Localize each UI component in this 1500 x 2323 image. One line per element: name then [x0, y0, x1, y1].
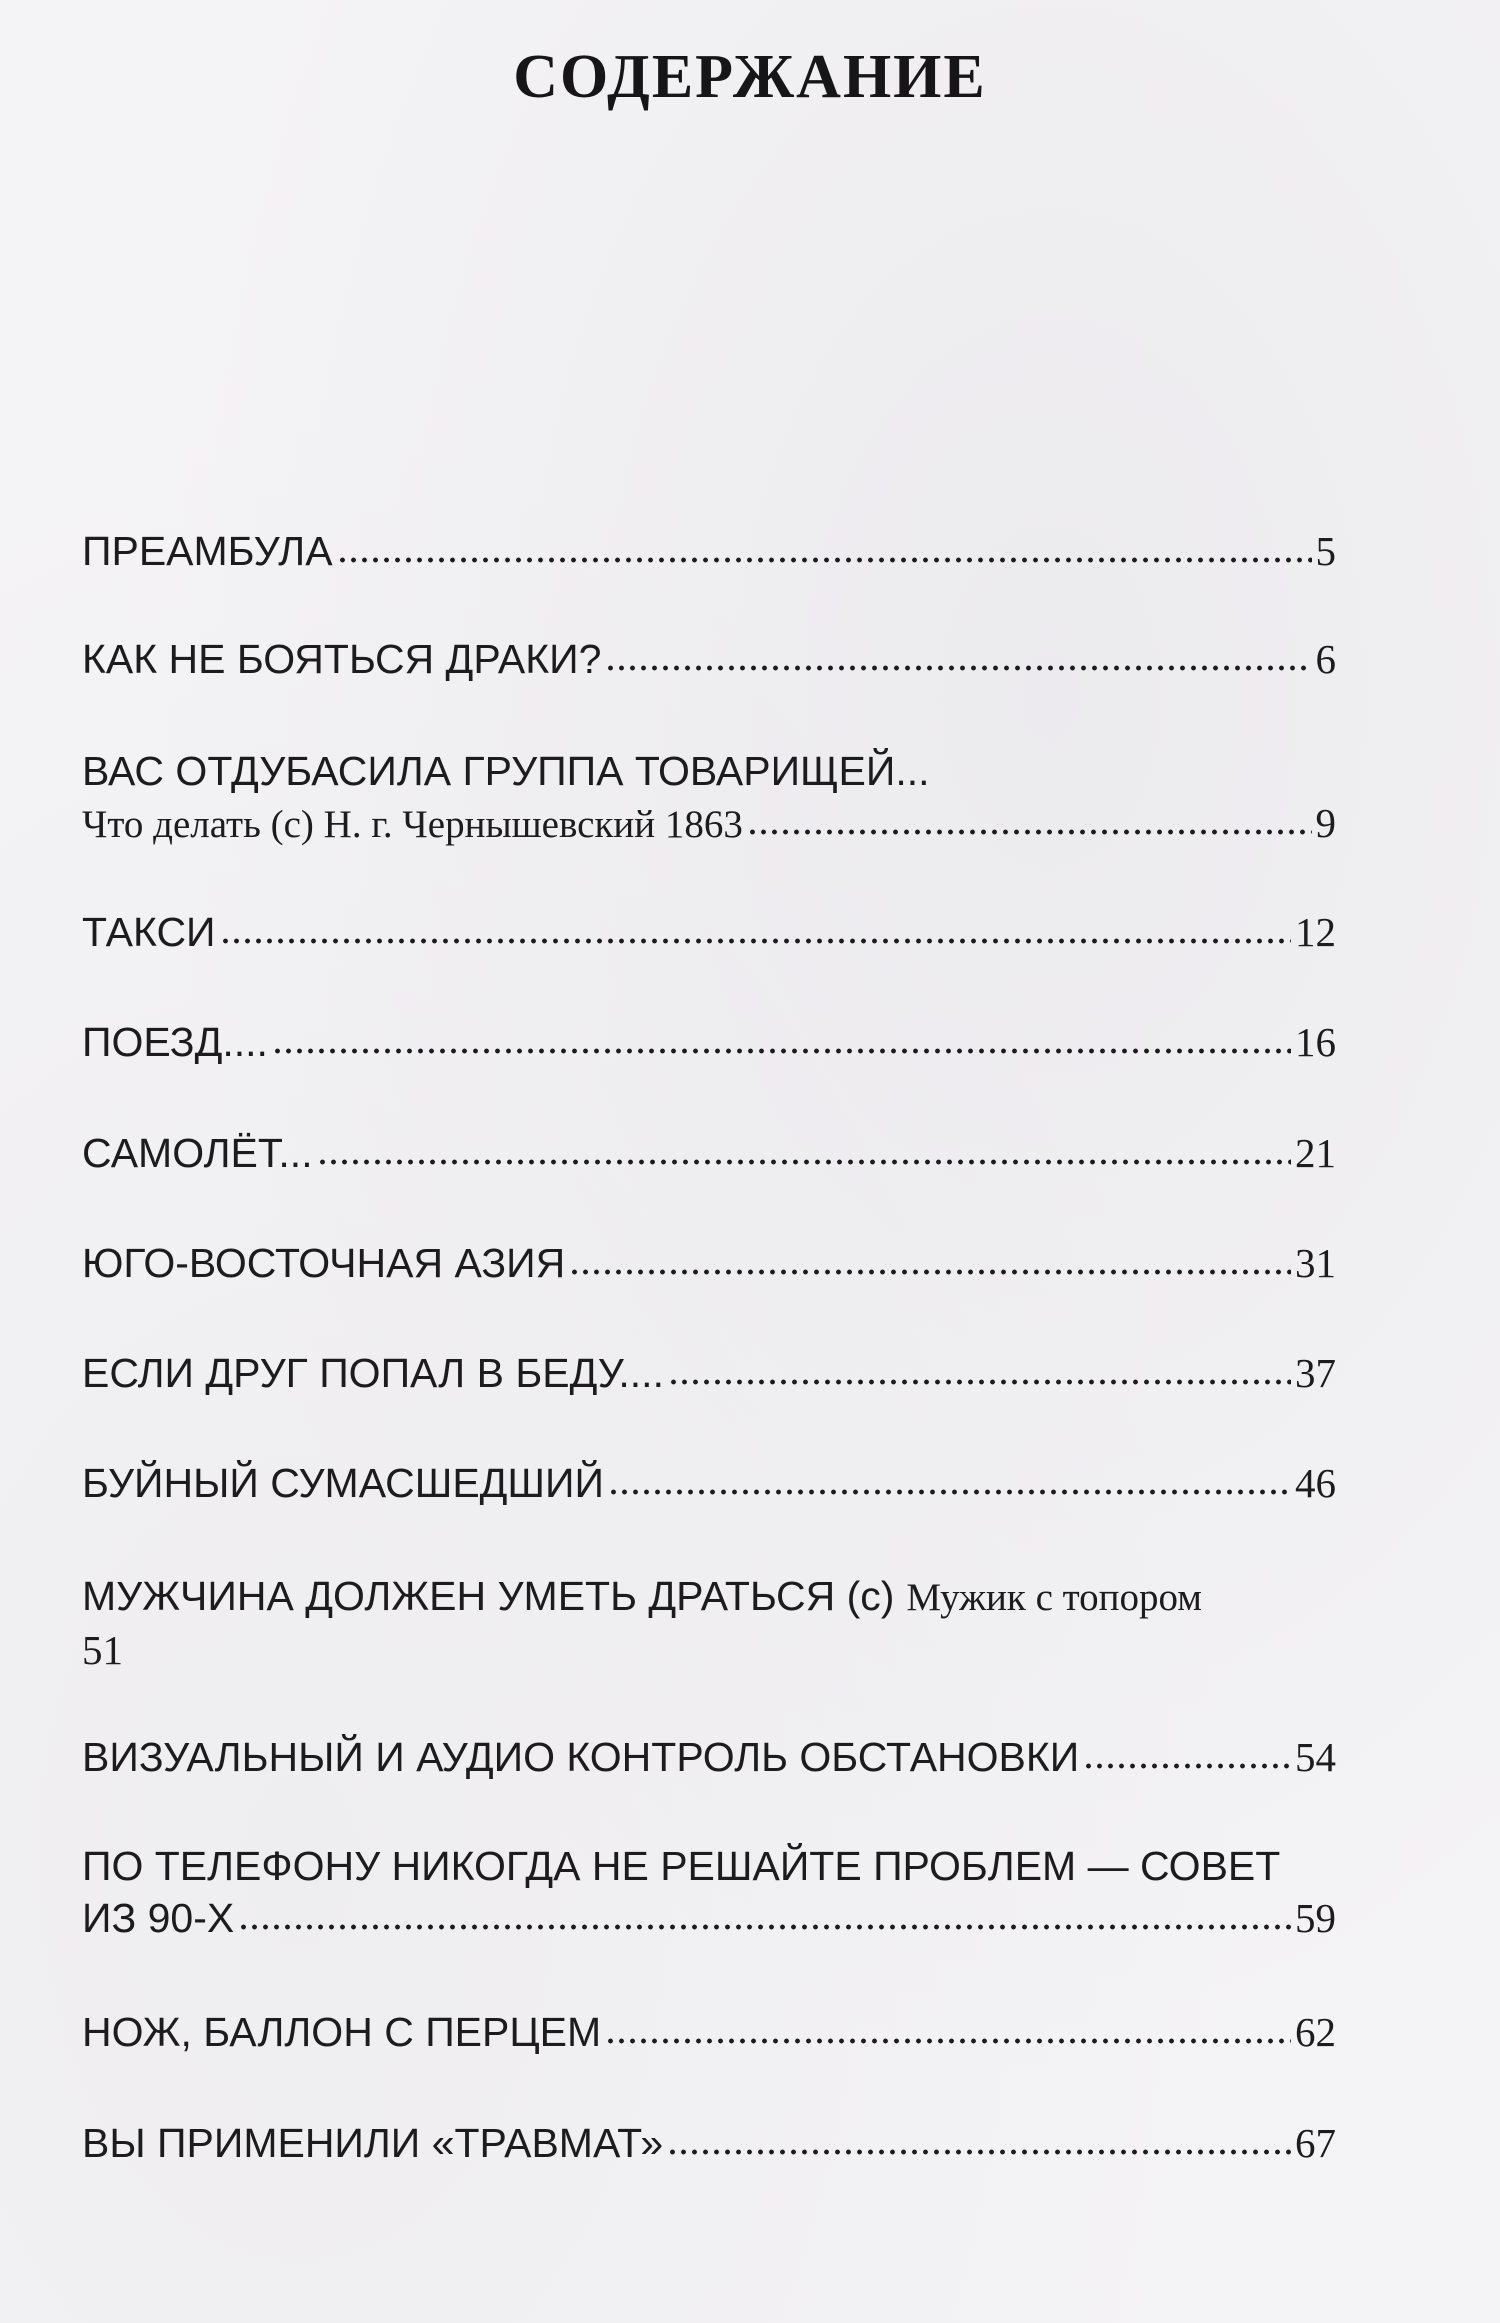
dot-leader: [747, 827, 1312, 837]
page-title: СОДЕРЖАНИЕ: [513, 43, 987, 111]
toc-page-number: 31: [1295, 1240, 1336, 1286]
toc-page-number: 67: [1295, 2120, 1336, 2166]
toc-entry-title: ПОЕЗД....: [82, 1019, 268, 1065]
toc-entry-title: БУЙНЫЙ СУМАСШЕДШИЙ: [82, 1460, 604, 1506]
toc-entry-title: ТАКСИ: [82, 909, 216, 955]
toc-entry-train[interactable]: [82, 1016, 1342, 1068]
toc-entry-title: ЮГО-ВОСТОЧНАЯ АЗИЯ: [82, 1240, 566, 1286]
toc-entry-subtitle: Что делать (с) Н. г. Чернышевский 1863: [82, 803, 743, 846]
dot-leader: [238, 1922, 1291, 1932]
toc-entry-title: ПРЕАМБУЛА: [82, 528, 333, 574]
toc-entry-plane[interactable]: [82, 1127, 1342, 1179]
toc-page-number: 46: [1295, 1460, 1336, 1506]
toc-entry-madman[interactable]: [82, 1457, 1342, 1509]
toc-entry-title: САМОЛЁТ...: [82, 1130, 313, 1176]
dot-leader: [608, 1487, 1291, 1497]
dot-leader: [317, 1157, 1291, 1167]
toc-entry-preambula[interactable]: [82, 525, 1342, 577]
toc-entry-subtitle: Мужик с топором: [906, 1576, 1202, 1619]
toc-entry-friend-in-trouble[interactable]: [82, 1347, 1342, 1399]
dot-leader: [272, 1046, 1291, 1056]
toc-page-number: 37: [1295, 1350, 1336, 1396]
toc-entry-fear[interactable]: [82, 633, 1342, 685]
dot-leader: [337, 555, 1312, 565]
dot-leader: [605, 663, 1311, 673]
toc-page-number: 51: [82, 1627, 123, 1673]
toc-entry-title: ПО ТЕЛЕФОНУ НИКОГДА НЕ РЕШАЙТЕ ПРОБЛЕМ — СОВЕТ: [82, 1843, 1281, 1889]
toc-entry-title: ВАС ОТДУБАСИЛА ГРУППА ТОВАРИЩЕЙ...: [82, 748, 930, 794]
toc-entry-title: МУЖЧИНА ДОЛЖЕН УМЕТЬ ДРАТЬСЯ (с): [82, 1573, 895, 1619]
toc-page-number: 5: [1315, 528, 1336, 574]
toc-entry-traumatic-pistol[interactable]: [82, 2117, 1342, 2169]
toc-page-number: 54: [1295, 1734, 1336, 1780]
toc-entry-man-must-fight[interactable]: [82, 1570, 1342, 1676]
toc-page-number: 62: [1295, 2009, 1336, 2055]
toc-page-number: 9: [1315, 800, 1336, 846]
toc-entry-title: ВИЗУАЛЬНЫЙ И АУДИО КОНТРОЛЬ ОБСТАНОВКИ: [82, 1734, 1080, 1780]
dot-leader: [667, 2147, 1291, 2157]
toc-page-number: 12: [1295, 909, 1336, 955]
dot-leader: [668, 1377, 1291, 1387]
dot-leader: [1083, 1761, 1291, 1771]
dot-leader: [605, 2036, 1291, 2046]
toc-entry-title: ЕСЛИ ДРУГ ПОПАЛ В БЕДУ....: [82, 1350, 664, 1396]
dot-leader: [220, 936, 1291, 946]
toc-page-number: 59: [1295, 1895, 1336, 1941]
toc-entry-title: КАК НЕ БОЯТЬСЯ ДРАКИ?: [82, 636, 602, 682]
toc-entry-title: НОЖ, БАЛЛОН С ПЕРЦЕМ: [82, 2009, 602, 2055]
toc-page-number: 21: [1295, 1130, 1336, 1176]
toc-entry-taxi[interactable]: [82, 906, 1342, 958]
toc-entry-title-continued: ИЗ 90-Х: [82, 1895, 235, 1941]
toc-entry-visual-audio-control[interactable]: [82, 1731, 1342, 1783]
toc-entry-group-beating[interactable]: [82, 745, 1342, 851]
toc-page-number: 16: [1295, 1019, 1336, 1065]
toc-entry-phone-advice[interactable]: [82, 1840, 1342, 1944]
toc-entry-title: ВЫ ПРИМЕНИЛИ «ТРАВМАТ»: [82, 2120, 664, 2166]
dot-leader: [569, 1267, 1291, 1277]
toc-entry-southeast-asia[interactable]: [82, 1237, 1342, 1289]
toc-page-number: 6: [1315, 636, 1336, 682]
toc-entry-knife-pepper[interactable]: [82, 2006, 1342, 2058]
